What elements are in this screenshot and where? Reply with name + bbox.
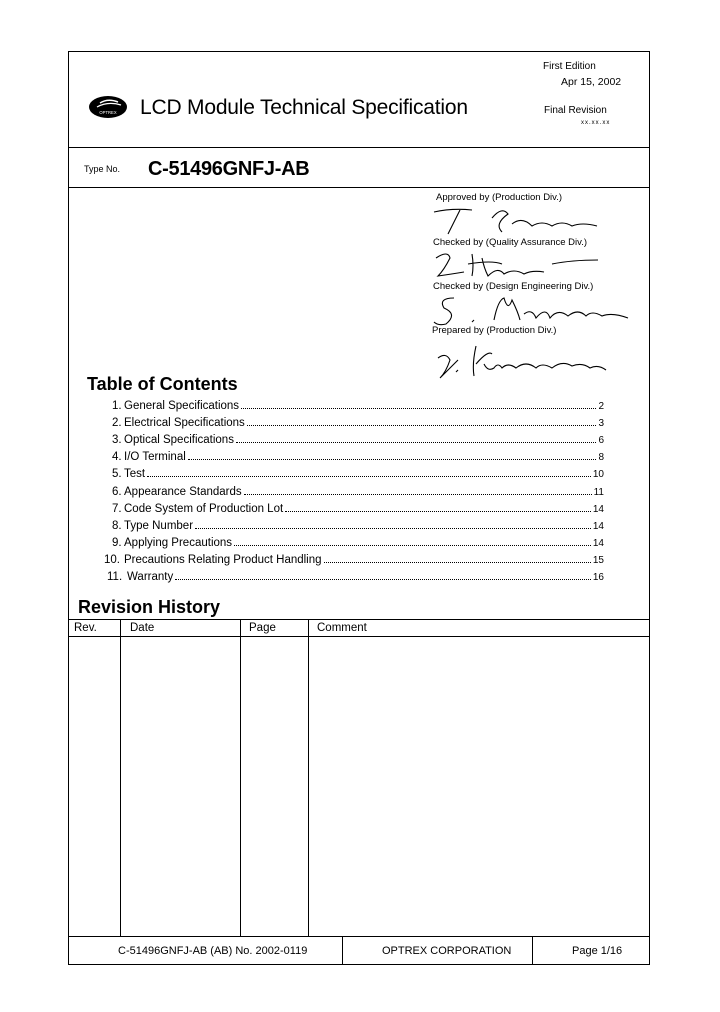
toc-item-num: 8.	[112, 520, 122, 532]
toc-item[interactable]	[104, 482, 604, 498]
toc-item-page: 15	[592, 555, 604, 566]
toc-item-page: 8	[598, 452, 604, 463]
toc-item[interactable]	[104, 447, 604, 463]
rev-col-divider	[308, 619, 309, 936]
toc-item[interactable]	[104, 413, 604, 429]
toc-item[interactable]	[104, 499, 604, 515]
footer-page-number: Page 1/16	[572, 945, 623, 957]
toc-item-title: General Specifications	[124, 400, 240, 412]
toc-leader	[241, 407, 596, 409]
footer-divider	[342, 936, 343, 965]
toc-item-num: 1.	[112, 400, 122, 412]
toc-item-num: 9.	[112, 537, 122, 549]
rev-col-page: Page	[249, 622, 276, 634]
toc-item-page: 2	[598, 401, 604, 412]
toc-item-num: 2.	[112, 417, 122, 429]
toc-item[interactable]	[104, 567, 604, 583]
revision-label: Final Revision	[544, 105, 607, 116]
toc-item-title: Appearance Standards	[124, 486, 242, 498]
logo-text: OPTREX	[99, 110, 117, 115]
checked-design-label: Checked by (Design Engineering Div.)	[433, 281, 594, 292]
type-number: C-51496GNFJ-AB	[148, 158, 310, 180]
revision-value: xx.xx.xx	[581, 120, 611, 126]
optrex-logo	[88, 95, 128, 119]
toc-item-num: 4.	[112, 451, 122, 463]
header-divider	[68, 147, 650, 148]
signature-prepared	[432, 338, 612, 384]
toc-item-title: Test	[124, 468, 146, 480]
toc-heading: Table of Contents	[87, 374, 238, 394]
toc-item-title: Warranty	[127, 571, 174, 583]
toc-item-title: I/O Terminal	[124, 451, 186, 463]
toc-item[interactable]	[104, 533, 604, 549]
rev-table-top	[68, 619, 650, 620]
toc-leader	[188, 458, 597, 460]
toc-item-num: 3.	[112, 434, 122, 446]
document-title: LCD Module Technical Specification	[140, 96, 468, 119]
toc-item[interactable]	[104, 396, 604, 412]
toc-leader	[285, 510, 591, 512]
approved-by-label: Approved by (Production Div.)	[436, 192, 563, 203]
toc-item-title: Type Number	[124, 520, 194, 532]
toc-item-num: 6.	[112, 486, 122, 498]
toc-leader	[234, 544, 591, 546]
toc-item-title: Electrical Specifications	[124, 417, 245, 429]
issue-date: Apr 15, 2002	[561, 76, 622, 88]
toc-leader	[175, 578, 591, 580]
toc-leader	[147, 475, 591, 477]
footer-company: OPTREX CORPORATION	[382, 945, 512, 957]
toc-leader	[236, 441, 596, 443]
rev-col-divider	[240, 619, 241, 936]
rev-table-header-bottom	[68, 636, 650, 637]
toc-item[interactable]	[104, 516, 604, 532]
signature-checked-qa	[432, 248, 612, 282]
type-no-label: Type No.	[84, 164, 121, 174]
toc-leader	[324, 561, 591, 563]
toc-leader	[195, 527, 591, 529]
edition-label: First Edition	[543, 61, 596, 72]
toc-item-page: 10	[592, 469, 604, 480]
checked-qa-label: Checked by (Quality Assurance Div.)	[433, 237, 587, 248]
toc-item-page: 3	[598, 418, 604, 429]
toc-item-num: 10.	[104, 554, 120, 566]
rev-col-comment: Comment	[317, 622, 367, 634]
rev-col-date: Date	[130, 622, 155, 634]
toc-item-title: Precautions Relating Product Handling	[124, 554, 322, 566]
toc-item-num: 11.	[107, 571, 123, 583]
rev-col-divider	[120, 619, 121, 936]
toc-leader	[244, 493, 592, 495]
toc-item-page: 6	[598, 435, 604, 446]
toc-item[interactable]	[104, 464, 604, 480]
prepared-by-label: Prepared by (Production Div.)	[432, 325, 557, 336]
toc-item-page: 11	[593, 487, 604, 498]
toc-item-num: 7.	[112, 503, 122, 515]
toc-item-title: Optical Specifications	[124, 434, 234, 446]
footer-top-line	[68, 936, 650, 937]
toc-item-title: Applying Precautions	[124, 537, 233, 549]
toc-item-page: 14	[592, 521, 604, 532]
toc-item-title: Code System of Production Lot	[124, 503, 284, 515]
toc-item-page: 14	[592, 504, 604, 515]
signature-approved	[432, 204, 612, 238]
rev-col-rev: Rev.	[74, 622, 97, 634]
toc-item[interactable]	[104, 430, 604, 446]
toc-item-page: 16	[592, 572, 604, 583]
type-divider	[68, 187, 650, 188]
toc-item-num: 5.	[112, 468, 122, 480]
footer-doc-number: C-51496GNFJ-AB (AB) No. 2002-0119	[118, 945, 308, 957]
toc-leader	[247, 424, 597, 426]
toc-item-page: 14	[592, 538, 604, 549]
footer-divider	[532, 936, 533, 965]
toc-item[interactable]	[104, 550, 604, 566]
revision-history-heading: Revision History	[78, 597, 221, 617]
